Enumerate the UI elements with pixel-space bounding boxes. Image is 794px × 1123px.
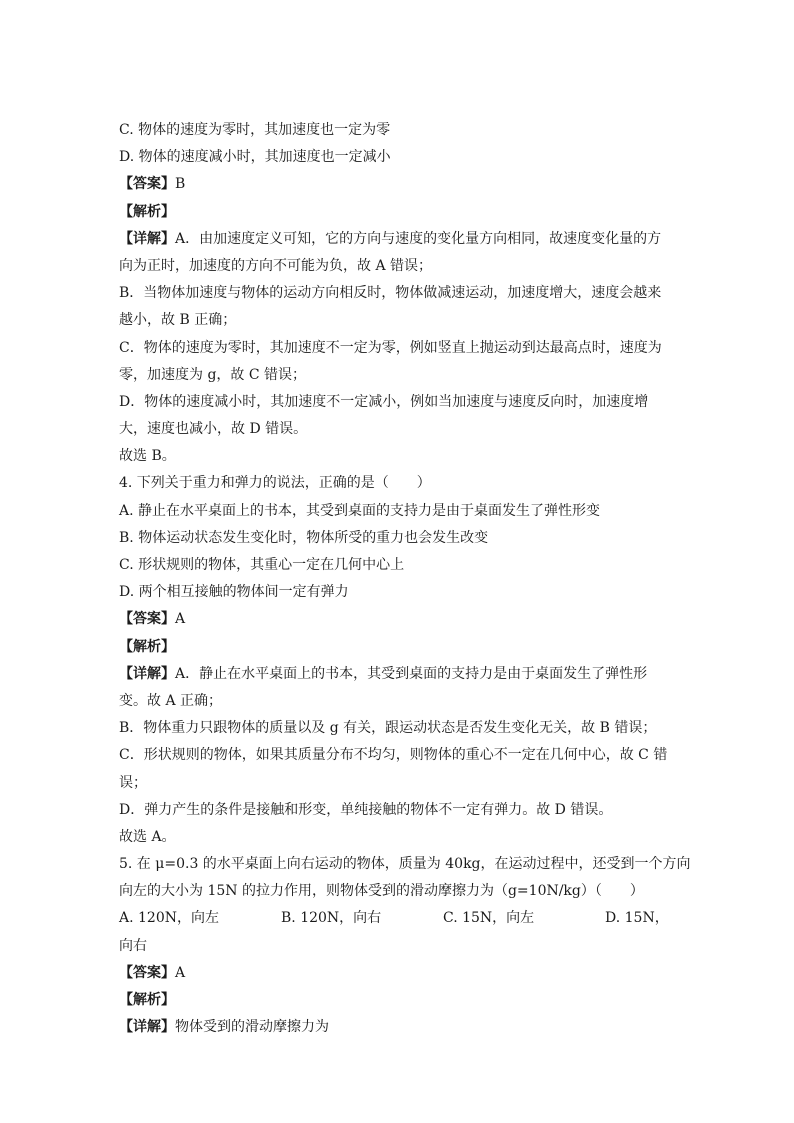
q3-detail-line: 向为正时，加速度的方向不可能为负，故 A 错误； [119,257,433,274]
q4-detail-line: B．物体重力只跟物体的质量以及 g 有关，跟运动状态是否发生变化无关，故 B 错误； [119,720,657,737]
q5-answer [119,960,679,987]
q4-answer [119,606,679,633]
q4-detail-line: C．形状规则的物体，如果其质量分布不均匀，则物体的重心不一定在几何中心，故 C 错 [119,747,668,764]
q5-option-b: B. 120N，向右 [281,910,382,927]
detail-tag: 【详解】 [119,665,175,682]
q5-option-d-continued: 向右 [119,937,147,954]
q3-detail-line: 大，速度也减小，故 D 错误。 [119,421,308,438]
q5-stem-line: 5. 在 μ=0.3 的水平桌面上向右运动的物体，质量为 40kg，在运动过程中，还受到一个方向 [119,856,691,873]
q4-detail-line: D．弹力产生的条件是接触和形变，单纯接触的物体不一定有弹力。故 D 错误。 [119,801,613,818]
q5-analysis-tag [119,987,679,1014]
answer-tag: 【答案】 [119,611,175,628]
q3-detail-line: 零，加速度为 g，故 C 错误； [119,366,307,383]
answer-value: A [175,964,186,981]
analysis-tag: 【解析】 [119,992,175,1008]
answer-tag: 【答案】 [119,176,175,193]
q3-analysis-tag [119,199,679,226]
q4-detail-line [119,661,679,688]
q5-stem-line: 向左的大小为 15N 的拉力作用，则物体受到的滑动摩擦力为（g=10N/kg）（ ） [119,883,644,900]
q4-analysis-tag [119,634,679,661]
q3-detail-line: B．当物体加速度与物体的运动方向相反时，物体做减速运动，加速度增大，速度会越来 [119,285,662,302]
q4-option-b: B. 物体运动状态发生变化时，物体所受的重力也会发生改变 [119,529,489,546]
q4-conclusion: 故选 A。 [119,828,176,845]
q3-option-c: C. 物体的速度为零时，其加速度也一定为零 [119,122,391,138]
answer-value: B [175,176,186,193]
q4-option-a: A. 静止在水平桌面上的书本，其受到桌面的支持力是由于桌面发生了弹性形变 [119,502,601,519]
q5-options-row [119,905,679,932]
q3-option-d: D. 物体的速度减小时，其加速度也一定减小 [119,149,391,166]
detail-tag: 【详解】 [119,230,175,247]
detail-text: A．由加速度定义可知，它的方向与速度的变化量方向相同，故速度变化量的方 [175,230,662,247]
detail-tag: 【详解】 [119,1019,175,1036]
q4-option-c: C. 形状规则的物体，其重心一定在几何中心上 [119,557,405,573]
document-page [119,117,691,1041]
analysis-tag: 【解析】 [119,203,175,220]
q4-stem: 4. 下列关于重力和弹力的说法，正确的是（ ） [119,475,431,492]
q3-detail-line: D．物体的速度减小时，其加速度不一定减小，例如当加速度与速度反向时，加速度增 [119,393,649,410]
answer-value: A [175,611,186,628]
q3-detail-line: 越小，故 B 正确； [119,312,237,329]
answer-tag: 【答案】 [119,964,175,981]
analysis-tag: 【解析】 [119,638,175,655]
q3-conclusion: 故选 B。 [119,448,176,465]
q4-detail-line: 误； [119,774,147,791]
q5-option-d: D. 15N， [605,910,669,927]
q3-detail-line [119,226,679,253]
detail-text: A．静止在水平桌面上的书本，其受到桌面的支持力是由于桌面发生了弹性形 [175,665,648,682]
q3-answer [119,171,679,198]
q3-detail-line: C．物体的速度为零时，其加速度不一定为零，例如竖直上抛运动到达最高点时，速度为 [119,339,662,356]
q4-option-d: D. 两个相互接触的物体间一定有弹力 [119,584,349,601]
q4-detail-line: 变。故 A 正确； [119,692,223,709]
q5-option-a: A. 120N，向左 [119,910,219,927]
q5-detail-line [119,1014,679,1041]
q5-option-c: C. 15N，向左 [443,910,535,927]
detail-text: 物体受到的滑动摩擦力为 [175,1019,329,1036]
